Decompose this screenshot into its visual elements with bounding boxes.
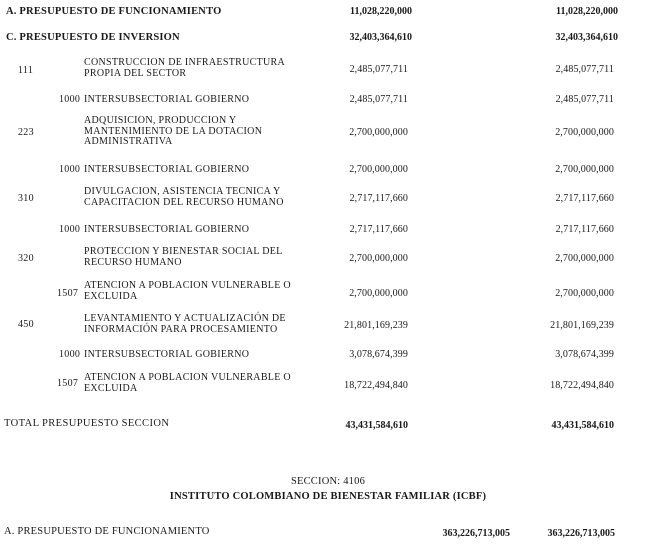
row-subcode: 1000 (59, 349, 81, 360)
row-col1: 2,700,000,000 (349, 127, 408, 138)
row-col2: 2,700,000,000 (555, 288, 614, 299)
inversion-col1: 32,403,364,610 (349, 32, 412, 43)
row-col1: 2,700,000,000 (349, 164, 408, 175)
row-description: ADQUISICION, PRODUCCION Y MANTENIMIENTO DE LA DOTACION ADMINISTRATIVA (84, 115, 263, 147)
row-col1: 2,717,117,660 (349, 224, 408, 235)
row-description: INTERSUBSECTORIAL GOBIERNO (84, 224, 250, 235)
total-col2: 43,431,584,610 (551, 420, 614, 431)
funcionamiento-col2: 11,028,220,000 (556, 6, 618, 17)
row-col1: 2,485,077,711 (349, 64, 408, 75)
row-col1: 2,485,077,711 (349, 94, 408, 105)
row-code: 223 (18, 127, 34, 138)
icbf-funcionamiento-label: A. PRESUPUESTO DE FUNCIONAMIENTO (4, 526, 210, 537)
row-col1: 2,700,000,000 (349, 288, 408, 299)
row-col2: 2,485,077,711 (555, 64, 614, 75)
icbf-funcionamiento-col1: 363,226,713,005 (442, 528, 510, 539)
inversion-col2: 32,403,364,610 (555, 32, 618, 43)
row-subcode: 1000 (59, 94, 81, 105)
row-subcode: 1000 (59, 164, 81, 175)
row-description: INTERSUBSECTORIAL GOBIERNO (84, 349, 250, 360)
row-code: 320 (18, 253, 34, 264)
row-description: CONSTRUCCION DE INFRAESTRUCTURA PROPIA DEL SECTOR (84, 57, 285, 79)
row-col2: 2,700,000,000 (555, 164, 614, 175)
row-col2: 2,700,000,000 (555, 253, 614, 264)
row-col1: 3,078,674,399 (349, 349, 408, 360)
row-col2: 2,717,117,660 (555, 193, 614, 204)
row-col2: 2,700,000,000 (555, 127, 614, 138)
row-description: LEVANTAMIENTO Y ACTUALIZACIÓN DE INFORMACIÓN PARA PROCESAMIENTO (84, 313, 286, 335)
row-col1: 2,700,000,000 (349, 253, 408, 264)
row-col2: 18,722,494,840 (550, 380, 614, 391)
row-description: ATENCION A POBLACION VULNERABLE O EXCLUIDA (84, 372, 291, 394)
row-col1: 21,801,169,239 (344, 320, 408, 331)
row-description: PROTECCION Y BIENESTAR SOCIAL DEL RECURSO HUMANO (84, 246, 283, 268)
row-description: INTERSUBSECTORIAL GOBIERNO (84, 94, 250, 105)
row-subcode: 1000 (59, 224, 81, 235)
row-code: 450 (18, 319, 34, 330)
row-subcode: 1507 (57, 378, 79, 389)
funcionamiento-col1: 11,028,220,000 (350, 6, 412, 17)
total-label: TOTAL PRESUPUESTO SECCION (4, 418, 170, 429)
row-code: 310 (18, 193, 34, 204)
seccion-entity: INSTITUTO COLOMBIANO DE BIENESTAR FAMILIAR (ICBF) (169, 491, 487, 502)
inversion-label: C. PRESUPUESTO DE INVERSION (6, 32, 180, 43)
total-col1: 43,431,584,610 (345, 420, 408, 431)
row-col1: 2,717,117,660 (349, 193, 408, 204)
row-subcode: 1507 (57, 288, 79, 299)
icbf-funcionamiento-col2: 363,226,713,005 (547, 528, 615, 539)
seccion-number: SECCION: 4106 (290, 476, 366, 487)
row-description: INTERSUBSECTORIAL GOBIERNO (84, 164, 250, 175)
row-col1: 18,722,494,840 (344, 380, 408, 391)
row-col2: 2,485,077,711 (555, 94, 614, 105)
row-col2: 2,717,117,660 (555, 224, 614, 235)
row-code: 111 (18, 65, 34, 76)
row-col2: 3,078,674,399 (555, 349, 614, 360)
funcionamiento-label: A. PRESUPUESTO DE FUNCIONAMIENTO (6, 6, 222, 17)
row-description: ATENCION A POBLACION VULNERABLE O EXCLUIDA (84, 280, 291, 302)
row-description: DIVULGACION, ASISTENCIA TECNICA Y CAPACITACION DEL RECURSO HUMANO (84, 186, 284, 208)
row-col2: 21,801,169,239 (550, 320, 614, 331)
